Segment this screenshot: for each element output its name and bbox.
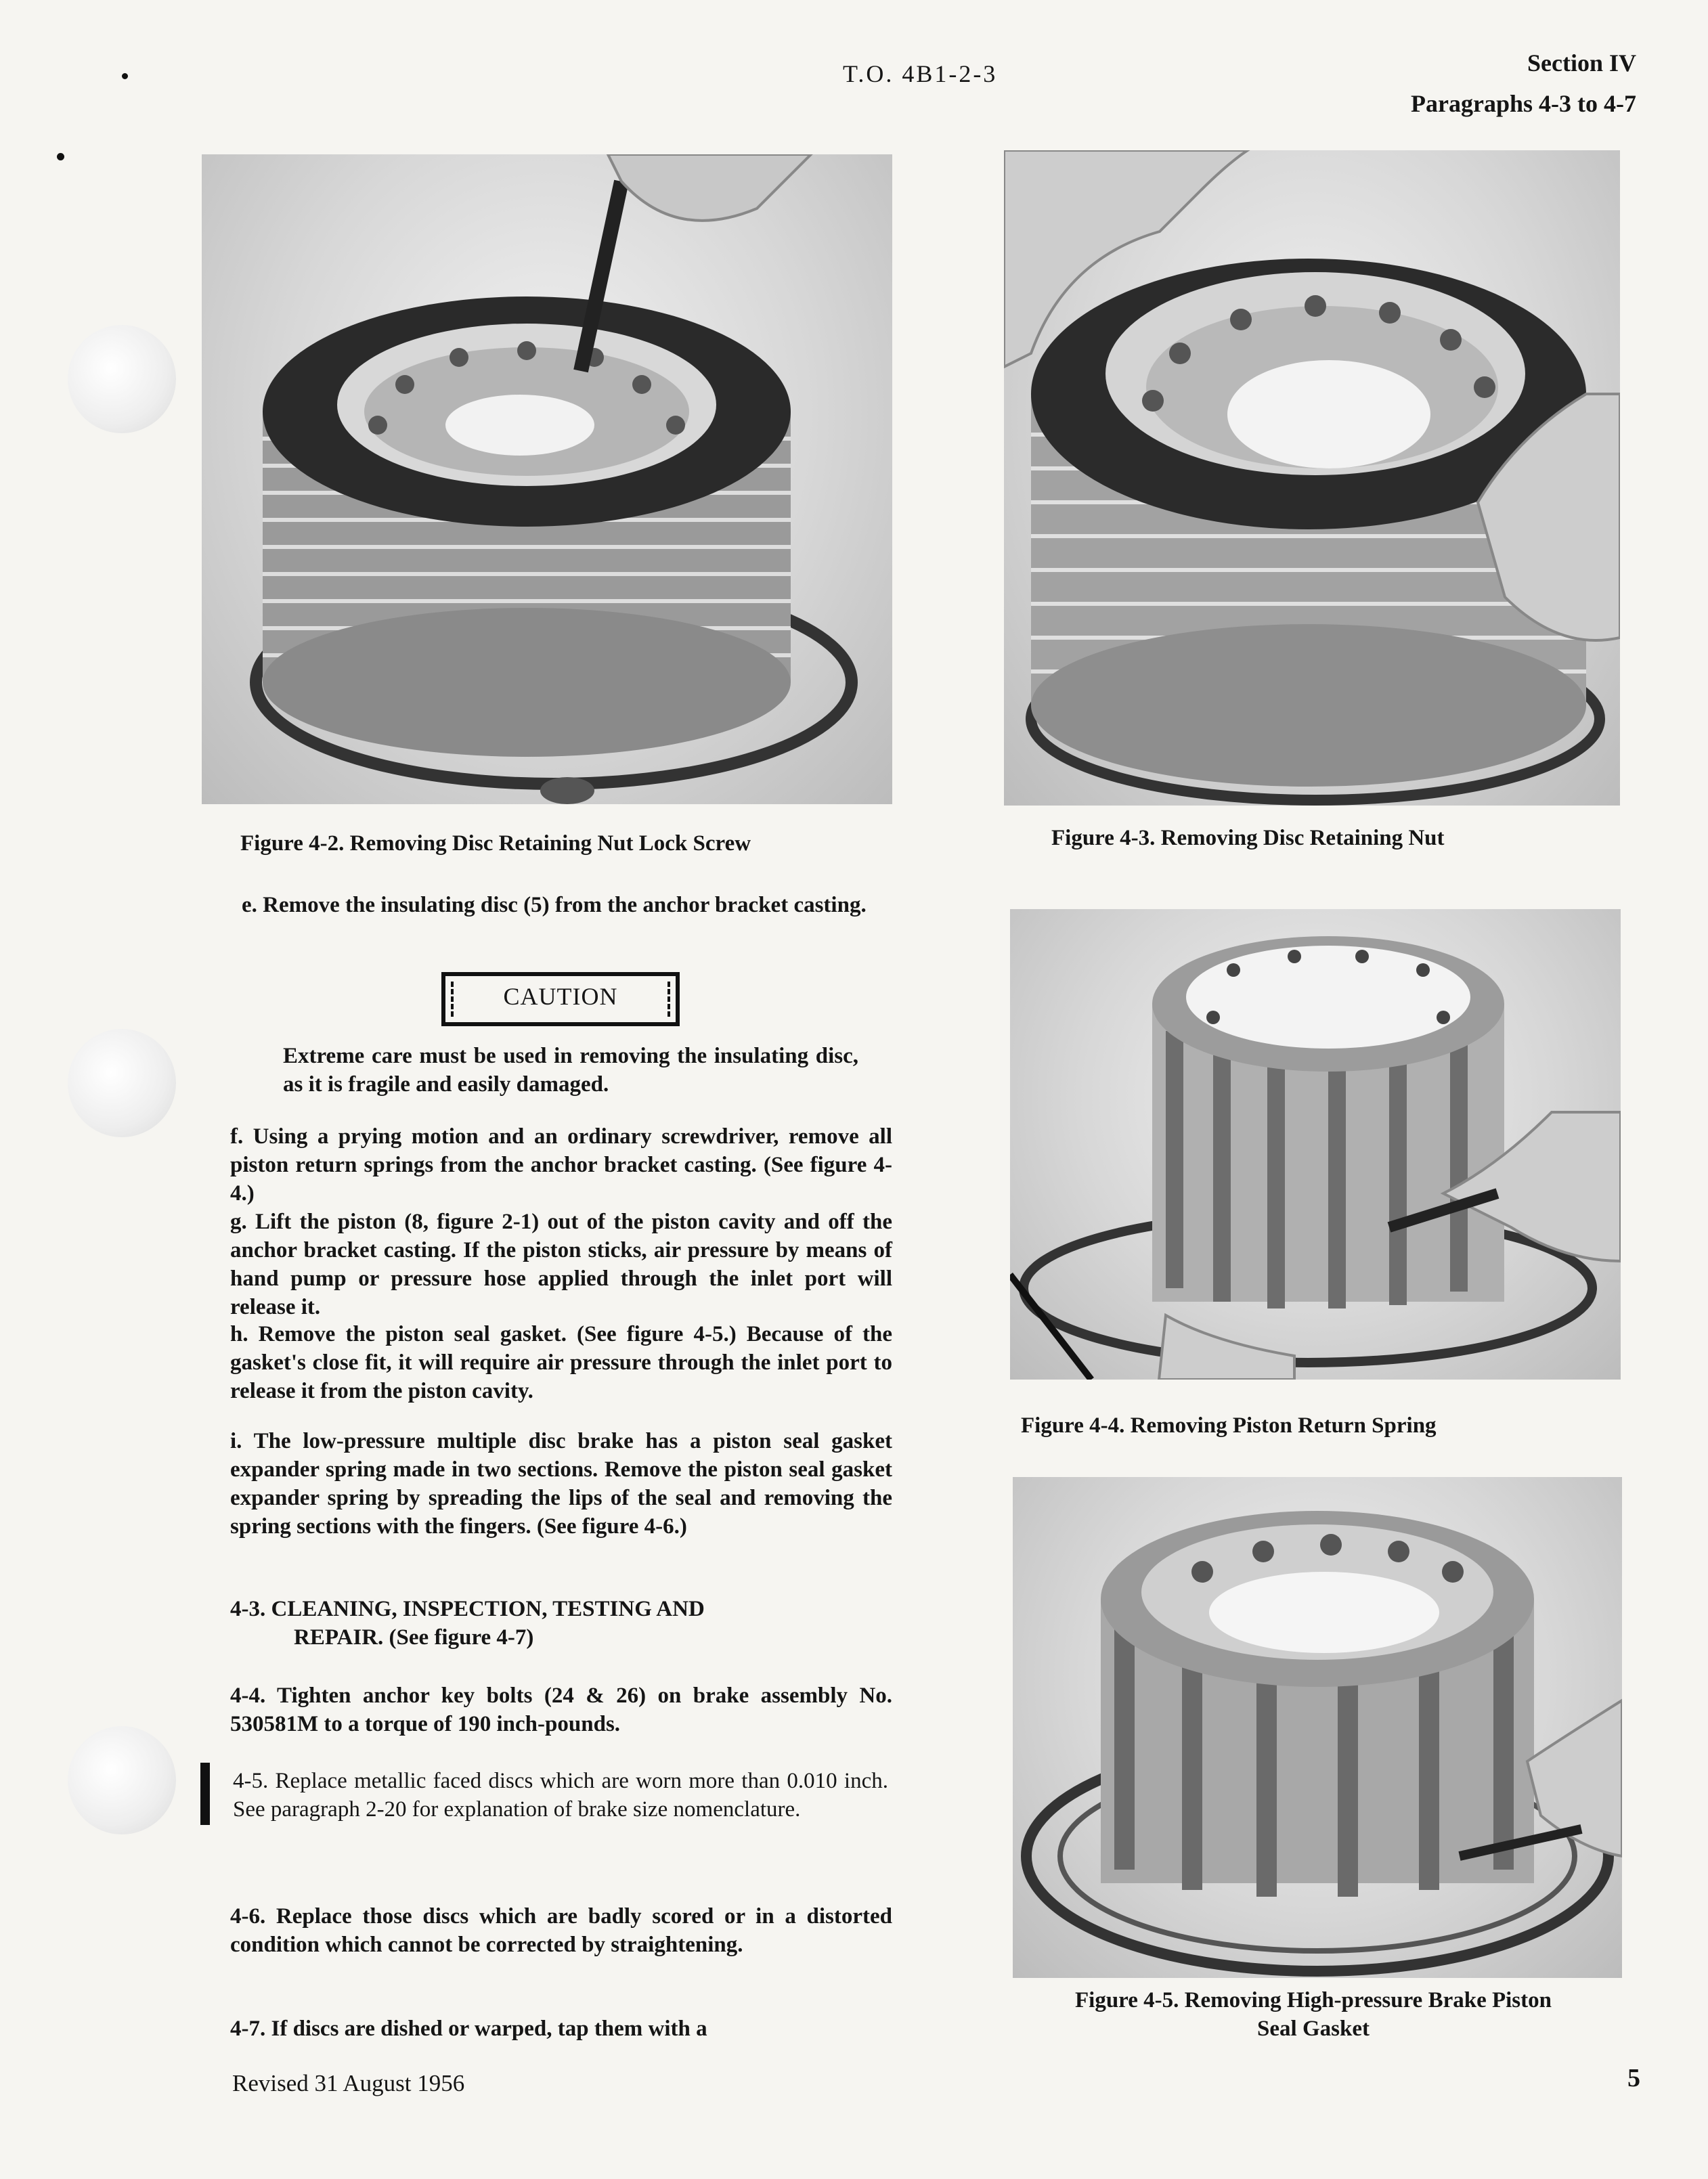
section-title: Section IV <box>1527 49 1636 76</box>
margin-mark <box>57 153 64 160</box>
punch-hole <box>68 325 176 433</box>
figure-4-5-photo <box>1013 1477 1622 1978</box>
caution-text: Extreme care must be used in removing the insulating disc, as it is fragile and easily damaged. <box>283 1044 858 1097</box>
revision-date: Revised 31 August 1956 <box>232 2070 465 2096</box>
punch-hole <box>68 1726 176 1834</box>
step-h: h. Remove the piston seal gasket. (See figure 4-5.) Because of the gasket's close fit, it will require air pressure through the inlet port to release it from the piston cavity. <box>230 1322 892 1403</box>
to-number: T.O. 4B1-2-3 <box>843 60 998 87</box>
para-4-5: 4-5. Replace metallic faced discs which are worn more than 0.010 inch. See paragraph 2-20 for explanation of brake size nomenclature. <box>233 1769 888 1822</box>
para-4-7: 4-7. If discs are dished or warped, tap them with a <box>230 2017 707 2041</box>
margin-mark <box>122 73 128 79</box>
page-number: 5 <box>1627 2064 1640 2092</box>
figure-4-4-photo <box>1010 909 1621 1380</box>
step-e: e. Remove the insulating disc (5) from the anchor bracket casting. <box>242 893 867 917</box>
figure-4-5-caption-line1: Figure 4-5. Removing High-pressure Brake Piston <box>1075 1988 1552 2012</box>
para-4-3-line1: 4-3. CLEANING, INSPECTION, TESTING AND <box>230 1597 705 1621</box>
para-4-6: 4-6. Replace those discs which are badly scored or in a distorted condition which cannot be corrected by straightening. <box>230 1904 892 1957</box>
punch-hole <box>68 1029 176 1137</box>
figure-4-3-caption: Figure 4-3. Removing Disc Retaining Nut <box>1051 826 1445 850</box>
step-g: g. Lift the piston (8, figure 2-1) out of the piston cavity and off the anchor bracket casting. If the piston sticks, air pressure by means of hand pump or pressure hose applied through the inlet port will release it. <box>230 1210 892 1319</box>
figure-4-2-caption: Figure 4-2. Removing Disc Retaining Nut Lock Screw <box>240 831 751 856</box>
caution-box <box>441 972 680 1026</box>
step-f: f. Using a prying motion and an ordinary screwdriver, remove all piston return springs from the anchor bracket casting. (See figure 4-4.) <box>230 1124 892 1206</box>
figure-4-3-photo <box>1004 150 1620 806</box>
para-4-4: 4-4. Tighten anchor key bolts (24 & 26) on brake assembly No. 530581M to a torque of 190 inch-pounds. <box>230 1683 892 1736</box>
figure-4-2-photo <box>202 154 892 804</box>
caution-title: CAUTION <box>503 983 618 1010</box>
paragraph-range: Paragraphs 4-3 to 4-7 <box>1411 90 1636 117</box>
figure-4-5-caption <box>975 1986 1652 2043</box>
figure-4-4-caption: Figure 4-4. Removing Piston Return Spring <box>1021 1413 1437 1438</box>
change-bar <box>200 1763 210 1825</box>
figure-4-5-caption-line2: Seal Gasket <box>1257 2017 1370 2041</box>
para-4-3-line2: REPAIR. (See figure 4-7) <box>294 1625 534 1650</box>
step-i: i. The low-pressure multiple disc brake has a piston seal gasket expander spring made in two sections. Remove the piston seal gasket expander spring by spreading the lips of the seal and removing the spring sections with the fingers. (See figure 4-6.) <box>230 1429 892 1539</box>
